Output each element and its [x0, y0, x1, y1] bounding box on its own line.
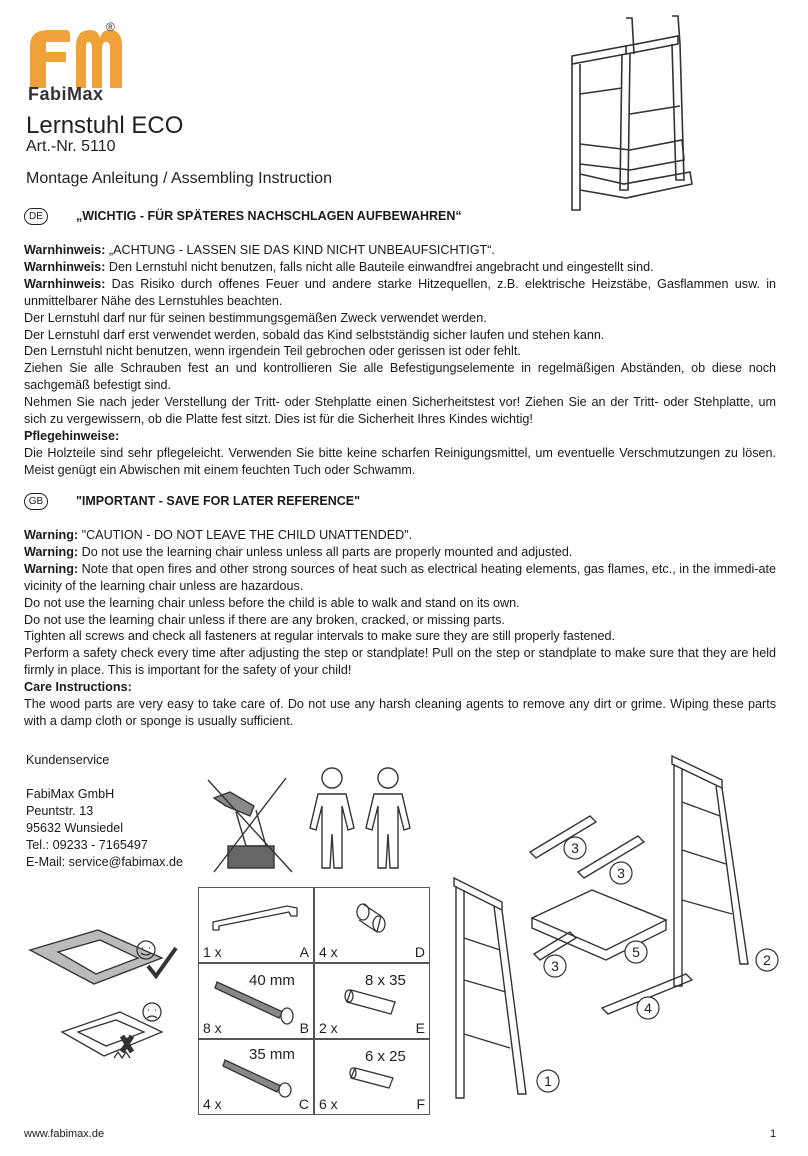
gb-warning-label: Warning: [24, 544, 79, 559]
registered-mark: ® [106, 20, 115, 34]
part-letter: F [416, 1096, 425, 1112]
contact-company: FabiMax GmbH [26, 786, 115, 801]
callout-label: 3 [617, 865, 625, 881]
barrel-nut-icon [353, 902, 393, 938]
part-qty: 8 x [203, 1020, 222, 1036]
callout-label: 4 [644, 1000, 652, 1016]
de-care-heading: Pflegehinweise: [24, 428, 120, 443]
gb-warning-text: Note that open fires and other strong sources of heat such as electrical heating elements, gas flames, etc., in the immedi-ate vicinity of the learning chair unless are hazardous. [24, 561, 776, 593]
gb-instruction: Tighten all screws and check all fasteners at regular intervals to make sure they are still properly fastened. [24, 629, 616, 644]
document-subtitle: Montage Anleitung / Assembling Instruction [26, 170, 332, 187]
de-warning-label: Warnhinweis: [24, 243, 106, 257]
assembled-chair-illustration [560, 14, 710, 214]
de-body [24, 242, 776, 479]
part-letter: D [414, 944, 425, 960]
two-person-assembly-icon [300, 764, 420, 874]
gb-care-heading: Care Instructions: [24, 680, 132, 695]
part-dimension: 6 x 25 [365, 1048, 406, 1065]
gb-warning-text: "CAUTION - DO NOT LEAVE THE CHILD UNATTENDED". [78, 528, 413, 542]
de-instruction: Den Lernstuhl nicht benutzen, wenn irgendein Teil gebrochen oder gerissen ist oder fehlt. [24, 344, 521, 359]
callout-label: 5 [632, 944, 640, 960]
contact-heading: Kundenservice [26, 753, 110, 767]
de-instruction: Der Lernstuhl darf erst verwendet werden, sobald das Kind selbstständig sicher laufen und stehen kann. [24, 327, 605, 342]
part-letter: A [299, 944, 309, 960]
part-qty: 4 x [319, 944, 338, 960]
de-warning-text: Den Lernstuhl nicht benutzen, falls nicht alle Bauteile einwandfrei angebracht und eingestellt sind. [105, 259, 654, 274]
contact-email: E-Mail: service@fabimax.de [26, 854, 183, 869]
dowel-large-icon [343, 986, 403, 1016]
part-letter: E [415, 1020, 425, 1036]
gb-heading: "IMPORTANT - SAVE FOR LATER REFERENCE" [76, 494, 361, 508]
callout-label: 3 [571, 840, 579, 856]
gb-body [24, 527, 776, 730]
contact-street: Peuntstr. 13 [26, 803, 94, 818]
lang-tag-gb: GB [24, 493, 48, 510]
lang-tag-de: DE [24, 208, 48, 225]
de-instruction: Der Lernstuhl darf nur für seinen bestimmungsgemäßen Zweck verwendet werden. [24, 310, 487, 325]
contact-city: 95632 Wunsiedel [26, 820, 124, 835]
callout-label: 3 [551, 958, 559, 974]
bolt-long-icon [213, 978, 303, 1024]
de-warning-label: Warnhinweis: [24, 276, 106, 291]
part-box-e [314, 963, 430, 1039]
customer-service-block [26, 752, 183, 870]
gb-instruction: Do not use the learning chair unless if there are any broken, cracked, or missing parts. [24, 612, 505, 627]
part-box-b [198, 963, 314, 1039]
gb-warning-text: Do not use the learning chair unless unless all parts are properly mounted and adjusted. [78, 544, 573, 559]
part-dimension: 8 x 35 [365, 972, 406, 989]
footer-url: www.fabimax.de [24, 1128, 105, 1140]
part-dimension: 40 mm [249, 972, 295, 989]
bolt-short-icon [221, 1056, 301, 1098]
de-instruction: Nehmen Sie nach jeder Verstellung der Tritt- oder Stehplatte einen Sicherheitstest vor! Ziehen Sie an der Tritt- oder Stehplatte, um sich zu vergewissern, ob die Platte fest sitzt. Dies ist für die Sicherheit Ihres Kindes wichtig! [24, 395, 776, 427]
brand-name: FabiMax [28, 84, 104, 104]
part-box-a [198, 887, 314, 963]
de-heading: „WICHTIG - FÜR SPÄTERES NACHSCHLAGEN AUFBEWAHREN“ [76, 209, 462, 223]
de-warning-text: „ACHTUNG - LASSEN SIE DAS KIND NICHT UNBEAUFSICHTIGT“. [105, 243, 495, 257]
de-warning-text: Das Risiko durch offenes Feuer und andere starke Hitzequellen, z.B. elektrische Heizstäbe, Gasflammen usw. in unmittelbarer Nähe des Lernstuhles beachten. [24, 276, 776, 308]
part-letter: C [298, 1096, 309, 1112]
gb-warning-label: Warning: [24, 561, 79, 576]
gb-instruction: Perform a safety check every time after adjusting the step or standplate! Pull on the step or standplate to make sure that they are held firmly in place. This is important for the safety of your child! [24, 646, 776, 678]
part-letter: B [299, 1020, 309, 1036]
no-power-drill-icon [206, 776, 296, 876]
dowel-small-icon [349, 1064, 399, 1090]
gb-warning-label: Warning: [24, 528, 79, 542]
part-box-f [314, 1039, 430, 1115]
callout-label: 1 [544, 1073, 552, 1089]
part-qty: 1 x [203, 944, 222, 960]
contact-phone: Tel.: 09233 - 7165497 [26, 837, 148, 852]
gb-instruction: Do not use the learning chair unless before the child is able to walk and stand on its own. [24, 595, 520, 610]
part-qty: 2 x [319, 1020, 338, 1036]
part-box-c [198, 1039, 314, 1115]
part-qty: 6 x [319, 1096, 338, 1112]
de-warning-label: Warnhinweis: [24, 259, 106, 274]
de-instruction: Ziehen Sie alle Schrauben fest an und kontrollieren Sie alle Befestigungselemente in regelmäßigen Abständen, ob diese noch sachgemäß befestigt sind. [24, 361, 776, 393]
de-care-text: Die Holzteile sind sehr pflegeleicht. Verwenden Sie bitte keine scharfen Reinigungsmittel, um eventuelle Verschmutzungen zu lösen. Meist genügt ein Abwischen mit einem feuchten Tuch oder Schwamm. [24, 445, 776, 477]
exploded-parts-illustration [440, 752, 790, 1112]
allen-key-icon [207, 896, 303, 936]
part-dimension: 35 mm [249, 1046, 295, 1063]
page-number: 1 [770, 1128, 777, 1140]
gb-care-text: The wood parts are very easy to take care of. Do not use any harsh cleaning agents to remove any dirt or grime. Wiping these parts with a damp cloth or sponge is usually sufficient. [24, 697, 776, 728]
part-qty: 4 x [203, 1096, 222, 1112]
article-number: Art.-Nr. 5110 [26, 138, 116, 155]
assemble-on-carpet-icon [28, 928, 198, 1078]
part-box-d [314, 887, 430, 963]
callout-label: 2 [763, 952, 771, 968]
product-title: Lernstuhl ECO [26, 112, 184, 139]
